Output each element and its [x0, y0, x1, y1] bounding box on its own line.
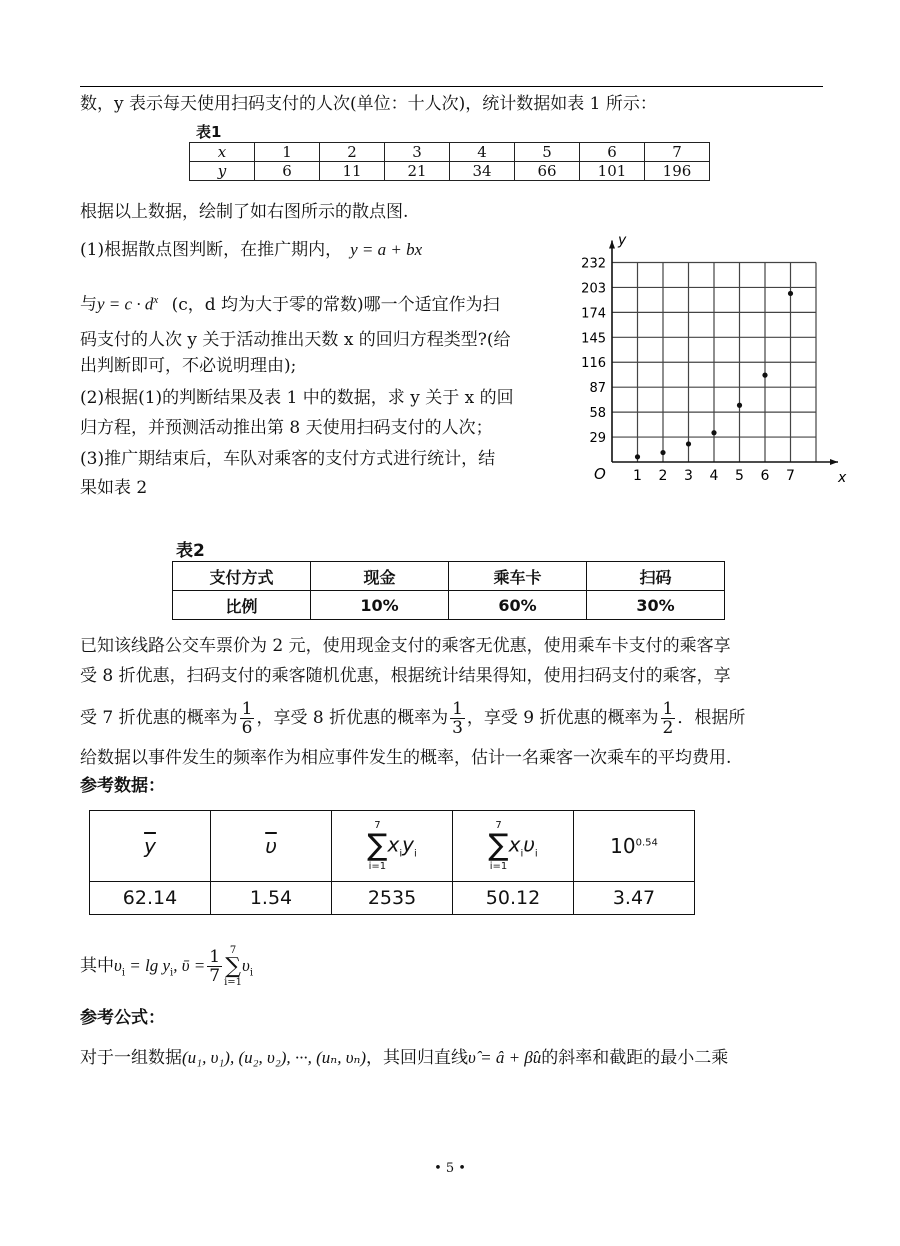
y-tick-label: 58 — [589, 406, 606, 422]
last-line — [80, 1046, 728, 1070]
table1-cell: 66 — [515, 162, 580, 181]
sum-bottom: i=1 — [368, 861, 387, 872]
table1-row-y — [190, 162, 710, 181]
intro-line: 数，y 表示每天使用扫码支付的人次(单位：十人次)，统计数据如表 1 所示： — [80, 94, 657, 114]
scatter-y-label: y — [618, 232, 627, 249]
sigma-glyph: ∑ — [488, 828, 509, 863]
x-tick-label: 6 — [760, 468, 770, 484]
ref-value: 2535 — [332, 882, 453, 915]
reference-data-value-row — [90, 882, 695, 915]
q1-line1 — [80, 238, 422, 262]
table1-cell: 4 — [450, 143, 515, 162]
ref-value: 1.54 — [211, 882, 332, 915]
table1-y-label: y — [190, 162, 255, 181]
frac1-num: 1 — [241, 699, 253, 719]
table2-value-row — [173, 591, 725, 620]
para2-line3 — [80, 698, 745, 738]
x-tick-label: 7 — [786, 468, 795, 484]
para2-line4: 给数据以事件发生的频率作为相应事件发生的概率，估计一名乘客一次乘车的平均费用. — [80, 748, 732, 768]
table1-cell: 1 — [255, 143, 320, 162]
para-scatter: 根据以上数据，绘制了如右图所示的散点图. — [80, 202, 409, 222]
top-rule — [80, 86, 823, 87]
where-sum-top: 7 — [229, 944, 237, 956]
frac2-num: 1 — [452, 699, 463, 719]
x-tick-label: 3 — [684, 468, 693, 484]
last-line-data: (u₁, υ₁), (u₂, υ₂), ···, (uₙ, υₙ) — [182, 1048, 367, 1067]
q2-line1: (2)根据(1)的判断结果及表 1 中的数据，求 y 关于 x 的回 — [80, 388, 514, 408]
where-sub2: i — [170, 967, 174, 979]
table2-header: 乘车卡 — [449, 562, 587, 591]
scatter-x-label: x — [838, 470, 847, 486]
x-tick-label: 1 — [633, 468, 642, 484]
sum-sub: i — [413, 848, 417, 860]
q1-formula-exp-power: x — [153, 294, 159, 306]
q1-line3: 码支付的人次 y 关于活动推出天数 x 的回归方程类型?(给 — [80, 330, 511, 350]
para2-line3-c: ，享受 9 折优惠的概率为 — [466, 708, 659, 728]
sum-sub: i — [534, 848, 538, 860]
data-point — [737, 403, 742, 408]
where-sum — [224, 946, 242, 988]
table2-cell: 30% — [587, 591, 725, 620]
table1-cell: 6 — [580, 143, 645, 162]
table2-cell: 60% — [449, 591, 587, 620]
y-axis-arrow — [609, 240, 615, 248]
para2-line3-b: ，享受 8 折优惠的概率为 — [256, 708, 449, 728]
ref-formula-title: 参考公式： — [80, 1008, 165, 1028]
q2-line2: 归方程，并预测活动推出第 8 天使用扫码支付的人次； — [80, 418, 493, 438]
sum-top: 7 — [495, 820, 502, 831]
ref-header-vbar-text: $\overline{\upsilon}$ — [265, 834, 277, 858]
where-frac-num: 1 — [209, 947, 221, 967]
para2-line1: 已知该线路公交车票价为 2 元，使用现金支付的乘客无优惠，使用乘车卡支付的乘客享 — [80, 636, 731, 656]
x-axis-arrow — [830, 459, 838, 465]
sum-top: 7 — [374, 820, 381, 831]
frac1-den: 6 — [241, 718, 253, 738]
sigma-glyph: ∑ — [367, 828, 388, 863]
ref-header-ybar — [90, 811, 211, 882]
table1-row-x — [190, 143, 710, 162]
where-tail: υ — [242, 956, 250, 975]
table1-cell: 2 — [320, 143, 385, 162]
table1-cell: 6 — [255, 162, 320, 181]
sum-sub: i — [399, 848, 403, 860]
ref-header-vbar — [211, 811, 332, 882]
frac3-num: 1 — [662, 699, 674, 719]
q1-line1-text: (1)根据散点图判断，在推广期内， — [80, 240, 343, 260]
where-mid: = lg y — [125, 956, 171, 975]
reference-data-header-row — [90, 811, 695, 882]
table1-cell: 7 — [645, 143, 710, 162]
table2-cell: 10% — [311, 591, 449, 620]
table1-cell: 196 — [645, 162, 710, 181]
where-frac-den: 7 — [209, 966, 221, 986]
sum-term-y: y — [402, 832, 414, 857]
y-tick-label: 232 — [581, 256, 606, 272]
ref-header-ybar-text: $\overline{y}$ — [144, 834, 156, 858]
table2-header: 现金 — [311, 562, 449, 591]
q1-line2-suffix: (c，d 均为大于零的常数)哪一个适宜作为扫 — [171, 294, 500, 315]
sum-sub: i — [520, 848, 524, 860]
table2-row-label: 比例 — [173, 591, 311, 620]
table1-cell: 34 — [450, 162, 515, 181]
sum-symbol — [488, 820, 508, 872]
where-tail-sub: i — [249, 967, 254, 979]
where-line — [80, 944, 253, 995]
data-point — [660, 450, 665, 455]
frac2-den: 3 — [452, 718, 463, 738]
where-rest: , ῡ = — [173, 956, 206, 975]
table1-cell: 3 — [385, 143, 450, 162]
y-tick-label: 174 — [581, 306, 606, 322]
table1-cell: 101 — [580, 162, 645, 181]
where-fraction — [207, 948, 222, 985]
where-sub: i — [121, 967, 126, 979]
ref-value: 3.47 — [574, 882, 695, 915]
table2-header: 支付方式 — [173, 562, 311, 591]
table1-x-label: x — [190, 143, 255, 162]
sum-symbol — [367, 820, 387, 872]
sum-term-x: x — [508, 832, 521, 857]
table2 — [172, 561, 725, 620]
data-point — [788, 291, 793, 296]
fraction-one-sixth — [240, 700, 255, 737]
q1-line2-prefix: 与 — [80, 294, 97, 315]
sum-term-v: υ — [523, 832, 535, 857]
y-tick-label: 145 — [581, 331, 606, 347]
last-line-prefix: 对于一组数据 — [80, 1048, 182, 1068]
where-v: υ — [114, 956, 122, 975]
power-exp: 0.54 — [635, 837, 658, 849]
x-tick-label: 4 — [709, 468, 719, 484]
x-tick-label: 2 — [658, 468, 668, 484]
table2-header-row — [173, 562, 725, 591]
last-line-mid: ，其回归直线 — [366, 1048, 469, 1068]
reference-data-table — [89, 810, 695, 915]
ref-header-sum-xv — [453, 811, 574, 882]
last-line-formula: υ̂ = â + β̂u — [468, 1048, 542, 1067]
last-line-suffix: 的斜率和截距的最小二乘 — [541, 1048, 729, 1068]
ref-data-title: 参考数据： — [80, 776, 165, 796]
y-tick-label: 29 — [589, 431, 606, 447]
sum-bottom: i=1 — [489, 861, 508, 872]
para2-line2: 受 8 折优惠，扫码支付的乘客随机优惠，根据统计结果得知，使用扫码支付的乘客，享 — [80, 666, 731, 686]
scatter-axes — [609, 240, 838, 465]
power-base: 10 — [610, 834, 636, 858]
para2-line3-d: ．根据所 — [677, 708, 746, 728]
ref-header-sum-xy — [332, 811, 453, 882]
q3-line2: 果如表 2 — [80, 478, 148, 498]
data-point — [762, 373, 767, 378]
data-point — [635, 454, 640, 459]
y-tick-label: 87 — [589, 381, 606, 397]
q1-formula-linear: y = a + bx — [350, 240, 423, 259]
y-tick-label: 203 — [581, 281, 606, 297]
ref-value: 50.12 — [453, 882, 574, 915]
where-prefix: 其中 — [80, 956, 114, 976]
sum-term-x: x — [387, 832, 400, 857]
q1-line4: 出判断即可，不必说明理由); — [80, 356, 297, 376]
table1-cell: 11 — [320, 162, 385, 181]
x-tick-label: 5 — [735, 468, 744, 484]
q1-line2 — [80, 288, 500, 317]
y-tick-label: 116 — [581, 356, 606, 372]
table1-cell: 5 — [515, 143, 580, 162]
para2-line3-a: 受 7 折优惠的概率为 — [80, 708, 238, 728]
where-sum-bot: i=1 — [224, 976, 243, 988]
data-point — [711, 430, 716, 435]
q3-line1: (3)推广期结束后，车队对乘客的支付方式进行统计，结 — [80, 449, 496, 469]
page-number: • 5 • — [434, 1161, 466, 1176]
ref-value: 62.14 — [90, 882, 211, 915]
frac3-den: 2 — [662, 718, 674, 738]
data-point — [686, 441, 691, 446]
ref-header-power — [574, 811, 695, 882]
sigma-glyph: ∑ — [225, 953, 241, 979]
fraction-one-third — [450, 700, 465, 737]
table1-cell: 21 — [385, 162, 450, 181]
q1-formula-exp: y = c · d — [97, 294, 154, 314]
table1-caption: 表1 — [196, 123, 222, 141]
table2-caption: 表2 — [176, 541, 205, 561]
table1 — [189, 142, 710, 181]
fraction-one-half — [661, 700, 676, 737]
scatter-origin-label: O — [594, 465, 606, 483]
table2-header: 扫码 — [587, 562, 725, 591]
scatter-plot — [560, 208, 850, 498]
